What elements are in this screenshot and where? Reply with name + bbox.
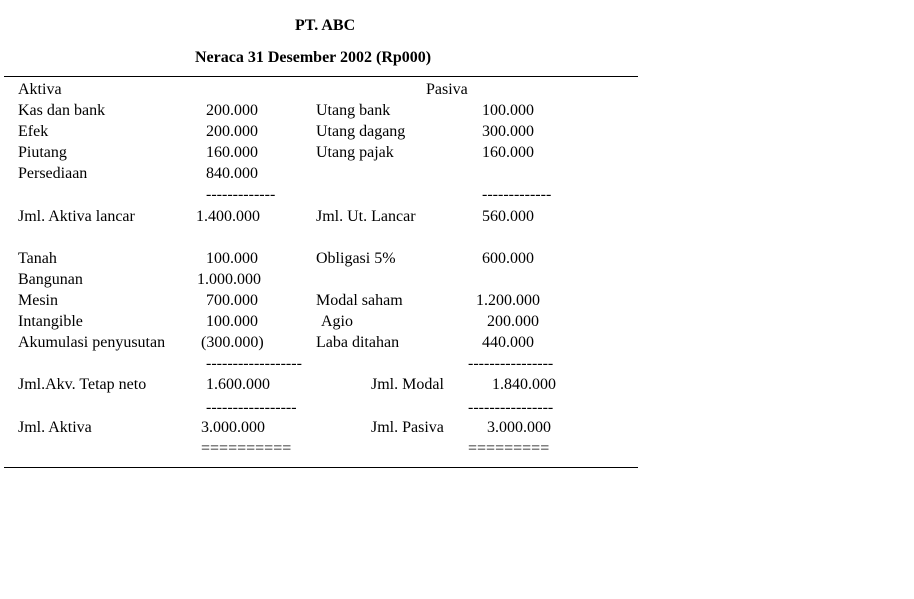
pasiva-value: 440.000 bbox=[482, 334, 534, 351]
aktiva-label: Bangunan bbox=[18, 271, 83, 288]
total-dashes: ----------------- bbox=[206, 399, 297, 416]
pasiva-heading: Pasiva bbox=[426, 81, 468, 98]
subtotal-dashes: ------------- bbox=[482, 186, 552, 203]
bottom-rule bbox=[4, 467, 638, 468]
aktiva-label: Intangible bbox=[18, 313, 83, 330]
aktiva-grand-total-value: 3.000.000 bbox=[201, 419, 265, 436]
pasiva-label: Modal saham bbox=[316, 292, 403, 309]
aktiva-value: 200.000 bbox=[206, 123, 258, 140]
aktiva-lancar-total-label: Jml. Aktiva lancar bbox=[18, 208, 135, 225]
pasiva-value: 300.000 bbox=[482, 123, 534, 140]
aktiva-tetap-total-value: 1.600.000 bbox=[206, 376, 270, 393]
pasiva-value: 1.200.000 bbox=[476, 292, 540, 309]
aktiva-label: Tanah bbox=[18, 250, 57, 267]
modal-total-value: 1.840.000 bbox=[492, 376, 556, 393]
aktiva-label: Mesin bbox=[18, 292, 58, 309]
aktiva-label: Piutang bbox=[18, 144, 67, 161]
company-name: PT. ABC bbox=[295, 17, 356, 34]
pasiva-label: Utang bank bbox=[316, 102, 391, 119]
pasiva-value: 200.000 bbox=[487, 313, 539, 330]
aktiva-value: (300.000) bbox=[201, 334, 264, 351]
aktiva-label: Efek bbox=[18, 123, 49, 140]
pasiva-value: 160.000 bbox=[482, 144, 534, 161]
aktiva-value: 1.000.000 bbox=[197, 271, 261, 288]
double-underline: ========== bbox=[201, 440, 292, 457]
aktiva-value: 100.000 bbox=[206, 250, 258, 267]
pasiva-label: Utang pajak bbox=[316, 144, 394, 161]
subtotal-dashes: ------------------ bbox=[206, 355, 302, 372]
aktiva-lancar-total-value: 1.400.000 bbox=[196, 208, 260, 225]
aktiva-heading: Aktiva bbox=[18, 81, 62, 98]
aktiva-value: 700.000 bbox=[206, 292, 258, 309]
pasiva-label: Utang dagang bbox=[316, 123, 406, 140]
pasiva-grand-total-value: 3.000.000 bbox=[487, 419, 551, 436]
aktiva-value: 840.000 bbox=[206, 165, 258, 182]
double-underline: ========= bbox=[468, 440, 550, 457]
pasiva-label: Obligasi 5% bbox=[316, 250, 396, 267]
total-dashes: ---------------- bbox=[468, 399, 554, 416]
pasiva-label: Laba ditahan bbox=[316, 334, 400, 351]
pasiva-grand-total-label: Jml. Pasiva bbox=[371, 419, 444, 436]
pasiva-value: 600.000 bbox=[482, 250, 534, 267]
aktiva-value: 200.000 bbox=[206, 102, 258, 119]
aktiva-label: Kas dan bank bbox=[18, 102, 106, 119]
aktiva-grand-total-label: Jml. Aktiva bbox=[18, 419, 92, 436]
utang-lancar-total-value: 560.000 bbox=[482, 208, 534, 225]
utang-lancar-total-label: Jml. Ut. Lancar bbox=[316, 208, 416, 225]
top-rule bbox=[4, 76, 638, 77]
aktiva-value: 160.000 bbox=[206, 144, 258, 161]
aktiva-tetap-total-label: Jml.Akv. Tetap neto bbox=[18, 376, 147, 393]
aktiva-label: Persediaan bbox=[18, 165, 88, 182]
modal-total-label: Jml. Modal bbox=[371, 376, 444, 393]
aktiva-value: 100.000 bbox=[206, 313, 258, 330]
pasiva-value: 100.000 bbox=[482, 102, 534, 119]
subtotal-dashes: ------------- bbox=[206, 186, 276, 203]
aktiva-label: Akumulasi penyusutan bbox=[18, 334, 166, 351]
subtotal-dashes: ---------------- bbox=[468, 355, 554, 372]
statement-title: Neraca 31 Desember 2002 (Rp000) bbox=[195, 49, 432, 66]
pasiva-label: Agio bbox=[321, 313, 353, 330]
